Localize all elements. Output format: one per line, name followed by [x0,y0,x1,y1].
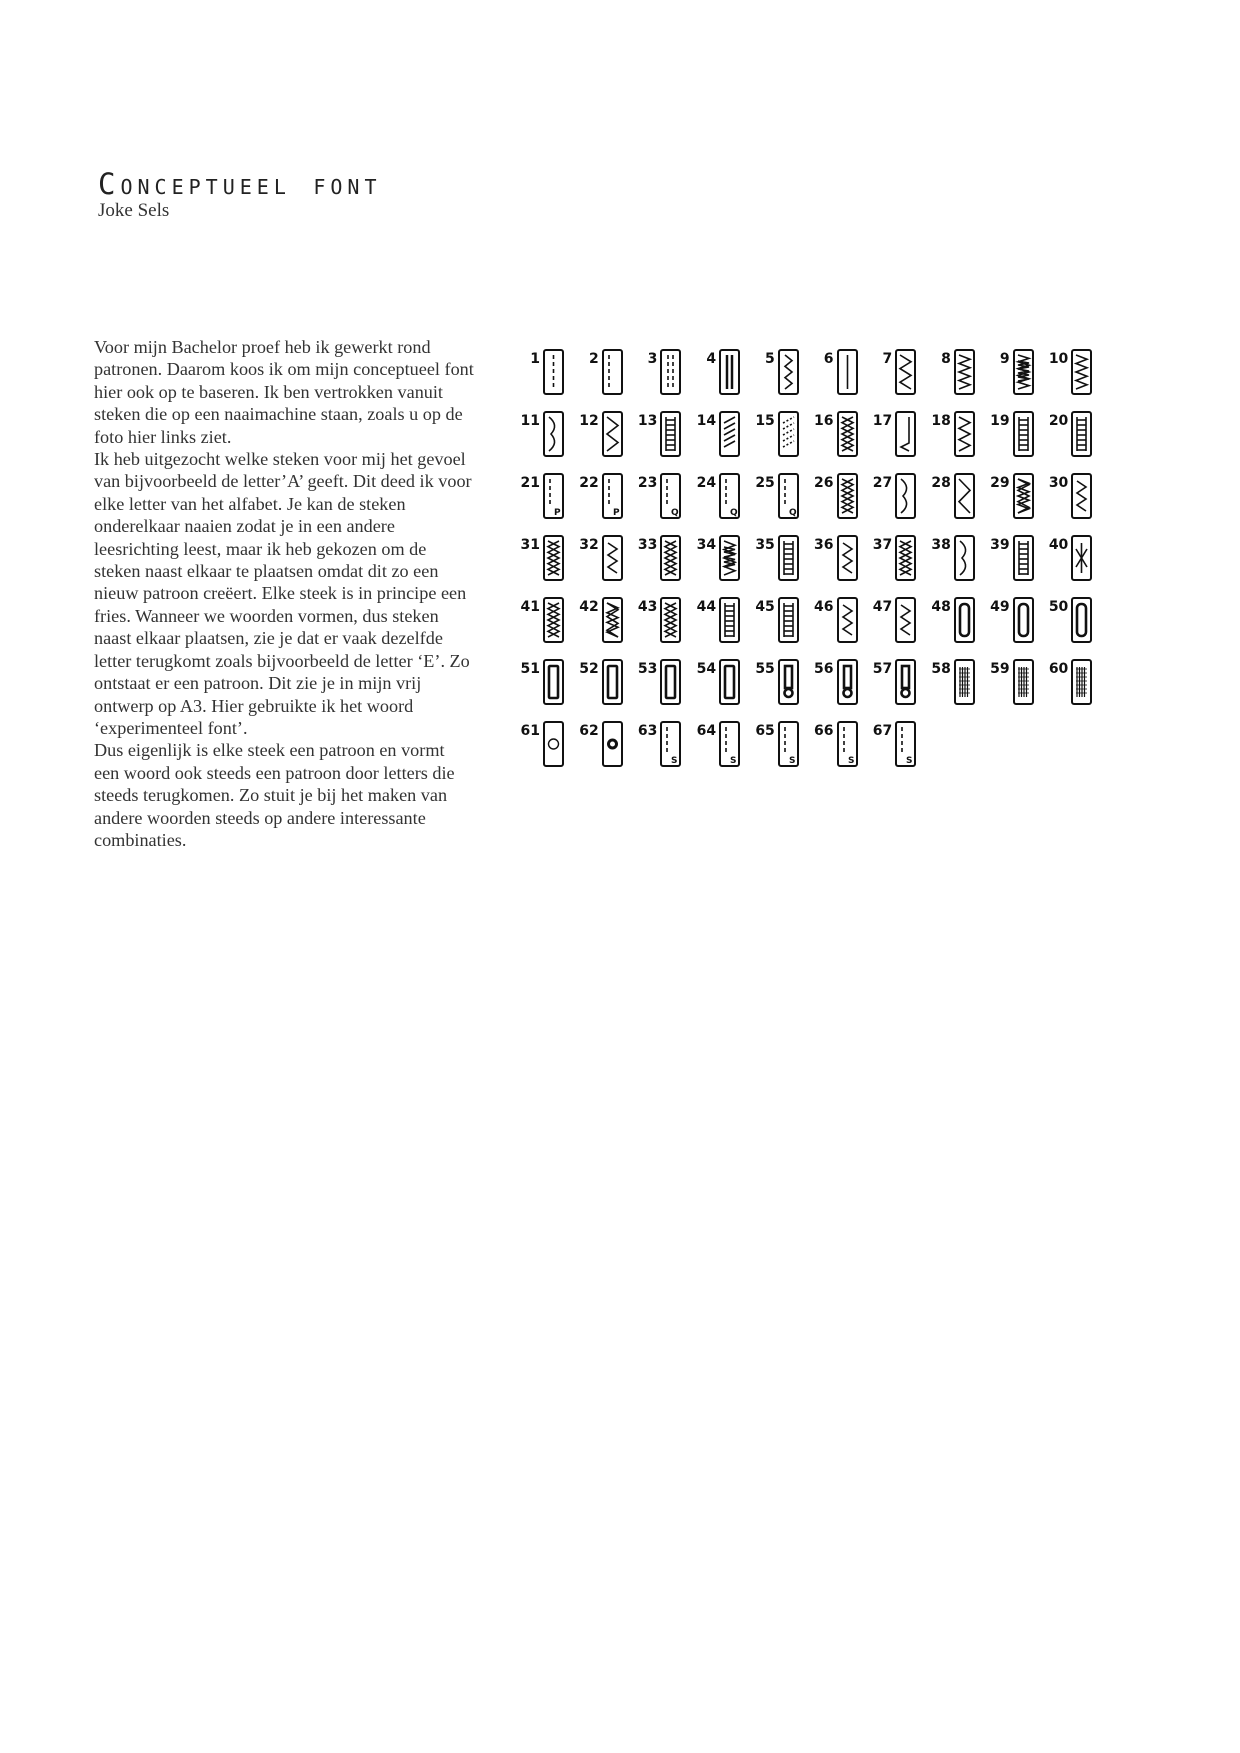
bar-buttonhole-icon [660,659,681,705]
stitch-number: 13 [637,413,658,429]
keyhole-rounded-buttonhole-icon [895,659,916,705]
svg-text:S: S [788,756,796,765]
serpentine-stitch-icon [837,535,858,581]
straight-left-p-stitch-icon [602,473,623,519]
eyelet-stitch-icon [543,721,564,767]
page-title: Conceptueel font [98,167,382,201]
diamond-lattice-stitch-icon [543,535,564,581]
stitch-number: 5 [765,351,775,367]
stitch-number: 28 [931,475,951,491]
stitch-number: 61 [520,723,540,739]
overcast-stitch-icon [602,411,623,457]
stitch-number: 7 [882,351,893,367]
stitch-number: 6 [823,351,834,367]
stitch-number: 14 [696,413,717,429]
stitch-item [980,657,1038,709]
stitch-item [862,533,920,585]
feather-stitch-icon [602,535,623,581]
stitch-item [921,409,979,461]
stitch-number: 22 [579,475,599,491]
stitch-number: 57 [872,661,893,677]
zigzag-stitch-icon [895,349,916,395]
keyhole-square-buttonhole-icon [778,659,799,705]
basting-stitch-icon [837,349,858,395]
smocking-stitch-icon [1071,473,1092,519]
stitch-item [921,471,979,523]
stitch-item [1038,657,1096,709]
stitch-number: 50 [1048,599,1069,615]
stitch-number: 4 [706,351,717,367]
fir-stitch-icon [719,597,740,643]
cross-s-stitch-icon [837,721,858,767]
paragraph: Ik heb uitgezocht welke steken voor mij het gevoel van bijvoorbeeld de letter’A’ geeft. Dit deed ik voor elke letter van het alfabet. Je kan de steken onderelkaar naaien zodat je in een andere leesrichting leest, maar ik heb gekozen om de steken naast elkaar te plaatsen omdat dit zo een nieuw patroon creëert. Elke steek is in principe een fries. Wanneer we woorden vormen, dus steken naast elkaar plaatsen, zie je dat er vaak dezelfde letter terugkomt zoals bijvoorbeeld de letter ‘E’. Zo ontstaat er een patroon. Dit zie je in mijn vrij ontwerp op A3. Hier gebruikte ik het woord ‘experimenteel font’. [94,449,472,738]
stitch-item [980,595,1038,647]
stitch-number: 24 [696,475,717,491]
darning-stitch-icon [954,659,975,705]
stitch-number: 60 [1048,661,1069,677]
body-text [94,336,474,851]
chain-loop-stitch-icon [895,535,916,581]
zigzag-q-stitch-icon [719,473,740,519]
stitch-number: 10 [1048,351,1069,367]
stitch-number: 31 [520,537,540,553]
stitch-number: 67 [872,723,893,739]
stitch-number: 26 [814,475,834,491]
stitch-item [804,347,862,399]
stitch-item [745,719,803,771]
stitch-item [804,471,862,523]
stitch-number: 23 [637,475,658,491]
stitch-item [804,595,862,647]
triple-q-stitch-icon [660,473,681,519]
stitch-number: 43 [637,599,658,615]
stitch-item [627,719,685,771]
stitch-number: 38 [931,537,951,553]
stitch-number: 63 [637,723,658,739]
cross-stitch-icon [837,411,858,457]
stitch-number: 19 [990,413,1010,429]
stitch-item [569,719,627,771]
stitch-number: 1 [530,351,540,367]
stitch-number: 16 [814,413,834,429]
stitch-item [627,409,685,461]
blind-q-stitch-icon [778,473,799,519]
stitch-number: 58 [931,661,951,677]
stitch-number: 2 [588,351,599,367]
comb-stitch-icon [1071,411,1092,457]
blind-s-stitch-icon [778,721,799,767]
stitch-item [804,533,862,585]
zigzag-s-stitch-icon [719,721,740,767]
square-buttonhole-icon [543,659,564,705]
stitch-number: 64 [696,723,717,739]
stitch-item [745,471,803,523]
stitch-number: 39 [990,537,1010,553]
stitch-number: 3 [647,351,658,367]
stitch-item [569,347,627,399]
stitch-item [510,347,568,399]
stitch-number: 35 [755,537,775,553]
stitch-number: 44 [696,599,717,615]
stitch-number: 37 [872,537,893,553]
lightning-stitch-icon [778,349,799,395]
wide-zigzag-stitch-icon [954,473,975,519]
stitch-item [686,471,744,523]
stitch-item [804,409,862,461]
slant-dotted-stitch-icon [778,411,799,457]
stitch-item [510,471,568,523]
stitch-item [510,595,568,647]
stitch-item [686,595,744,647]
stitch-item [745,347,803,399]
stitch-item [980,533,1038,585]
stitch-number: 66 [814,723,834,739]
stitch-number: 62 [579,723,599,739]
stitch-number: 53 [637,661,658,677]
stitch-item [510,719,568,771]
stitch-item [1038,533,1096,585]
straight-stitch-icon [543,349,564,395]
blind-hem-stitch-icon [543,411,564,457]
stitch-number: 49 [990,599,1010,615]
svg-text:S: S [671,756,678,765]
stitch-item [569,409,627,461]
rail-stitch-icon [1013,411,1034,457]
rounded-buttonhole-icon [954,597,975,643]
elastic-zigzag-stitch-icon [1071,349,1092,395]
stitch-item [569,595,627,647]
stitch-number: 51 [520,661,540,677]
bold-box-ladder-stitch-icon [778,597,799,643]
stitch-item [921,657,979,709]
svg-text:Q: Q [788,508,797,517]
stitch-item [686,657,744,709]
stitch-item [921,595,979,647]
stitch-number: 32 [579,537,599,553]
stitch-item [862,347,920,399]
stitch-item [627,657,685,709]
stitch-number: 9 [999,351,1010,367]
svg-text:Q: Q [730,508,738,517]
keyhole-pointed-buttonhole-icon [837,659,858,705]
ladder-s-stitch-icon [895,721,916,767]
stitch-number: 30 [1048,475,1069,491]
stitch-item [569,533,627,585]
heavy-straight-stitch-icon [719,349,740,395]
straight-stitch-left-icon [602,349,623,395]
stacked-zigzag-stitch-icon [719,535,740,581]
tapered-buttonhole-icon [1071,597,1092,643]
stitch-number: 29 [990,475,1010,491]
stitch-item [1038,409,1096,461]
stitch-number: 36 [814,537,834,553]
stitch-item [921,533,979,585]
stitch-item [745,409,803,461]
stitch-number: 46 [814,599,834,615]
svg-text:S: S [906,756,913,765]
stitch-item [862,719,920,771]
stitch-number: 21 [520,475,540,491]
svg-text:P: P [612,508,620,517]
wave-zigzag-stitch-icon [954,411,975,457]
bold-zigzag-stitch-icon [602,597,623,643]
stitch-number: 42 [579,599,599,615]
ladder-stitch-icon [660,411,681,457]
plain-buttonhole-icon [719,659,740,705]
stitch-item [804,719,862,771]
stitch-item [510,657,568,709]
stitch-number: 65 [755,723,775,739]
stitch-item [745,595,803,647]
stitch-number: 48 [931,599,951,615]
stitch-item [627,347,685,399]
stitch-number: 54 [696,661,717,677]
stitch-number: 20 [1048,413,1069,429]
stitch-number: 47 [872,599,893,615]
stitch-number: 59 [990,661,1010,677]
stitch-number: 34 [696,537,717,553]
triple-straight-stitch-icon [660,349,681,395]
stitch-item [980,347,1038,399]
stitch-item [686,347,744,399]
stitch-item [862,471,920,523]
stitch-item [804,657,862,709]
stitch-item [980,471,1038,523]
stitch-number: 55 [755,661,775,677]
greek-key-stitch-icon [895,597,916,643]
stitch-number: 18 [931,413,951,429]
stitch-item [510,533,568,585]
stitch-number: 45 [755,599,775,615]
stitch-number: 25 [755,475,775,491]
svg-text:Q: Q [671,508,680,517]
triple-zigzag-stitch-icon [1013,349,1034,395]
stitch-number: 41 [520,599,540,615]
stitch-grid [510,347,1110,797]
stitch-item [1038,347,1096,399]
stitch-number: 11 [520,413,540,429]
stitch-item [980,409,1038,461]
stitch-item [921,347,979,399]
stitch-item [627,595,685,647]
stitch-number: 33 [637,537,658,553]
stitch-item [686,719,744,771]
stitch-item [1038,471,1096,523]
stitch-number: 52 [579,661,599,677]
stitch-item [745,533,803,585]
bartack-stitch-icon [1071,659,1092,705]
multi-zigzag-stitch-icon [954,349,975,395]
paragraph: Voor mijn Bachelor proef heb ik gewerkt rond patronen. Daarom koos ik om mijn conceptueel font hier ook op te baseren. Ik ben vertrokken vanuit steken die op een naaimachine staan, zoals u op de foto hier links ziet. [94,337,474,447]
stitch-item [686,409,744,461]
honeycomb-q-stitch-icon [837,473,858,519]
stitch-number: 56 [814,661,834,677]
stitch-number: 27 [872,475,893,491]
keyhole-buttonhole-icon [1013,597,1034,643]
author-name: Joke Sels [98,200,170,221]
svg-text:S: S [730,756,737,765]
stitch-item [862,595,920,647]
dense-zigzag-stitch-icon [1013,473,1034,519]
stitch-item [1038,595,1096,647]
ric-rac-comb-stitch-icon [1013,535,1034,581]
x-lattice-stitch-icon [660,535,681,581]
straight-s-stitch-icon [660,721,681,767]
stitch-number: 12 [579,413,599,429]
box-ladder-stitch-icon [778,535,799,581]
stitch-number: 15 [755,413,775,429]
stitch-number: 17 [872,413,893,429]
slant-stitch-icon [719,411,740,457]
svg-text:P: P [554,508,561,517]
stitch-item [569,657,627,709]
stitch-item [862,657,920,709]
step-stitch-icon [837,597,858,643]
bold-eyelet-stitch-icon [602,721,623,767]
stitch-number: 40 [1048,537,1069,553]
stitch-item [627,533,685,585]
paragraph: Dus eigenlijk is elke steek een patroon en vormt een woord ook steeds een patroon door letters die steeds terugkomen. Zo stuit je bij het maken van andere woorden steeds op andere interessante combinaties. [94,740,455,850]
stitch-item [745,657,803,709]
straight-p-stitch-icon [543,473,564,519]
stretch-blind-hem-icon [895,411,916,457]
stitch-item [862,409,920,461]
stitch-item [627,471,685,523]
dense-darning-stitch-icon [1013,659,1034,705]
diamond-chain-stitch-icon [543,597,564,643]
stitch-number: 8 [941,351,951,367]
heavy-lattice-stitch-icon [660,597,681,643]
scallop-stitch-icon [895,473,916,519]
star-stitch-icon [1071,535,1092,581]
wave-stitch-icon [954,535,975,581]
stitch-item [569,471,627,523]
svg-text:S: S [847,756,854,765]
stitch-item [686,533,744,585]
stitch-item [510,409,568,461]
satin-buttonhole-icon [602,659,623,705]
